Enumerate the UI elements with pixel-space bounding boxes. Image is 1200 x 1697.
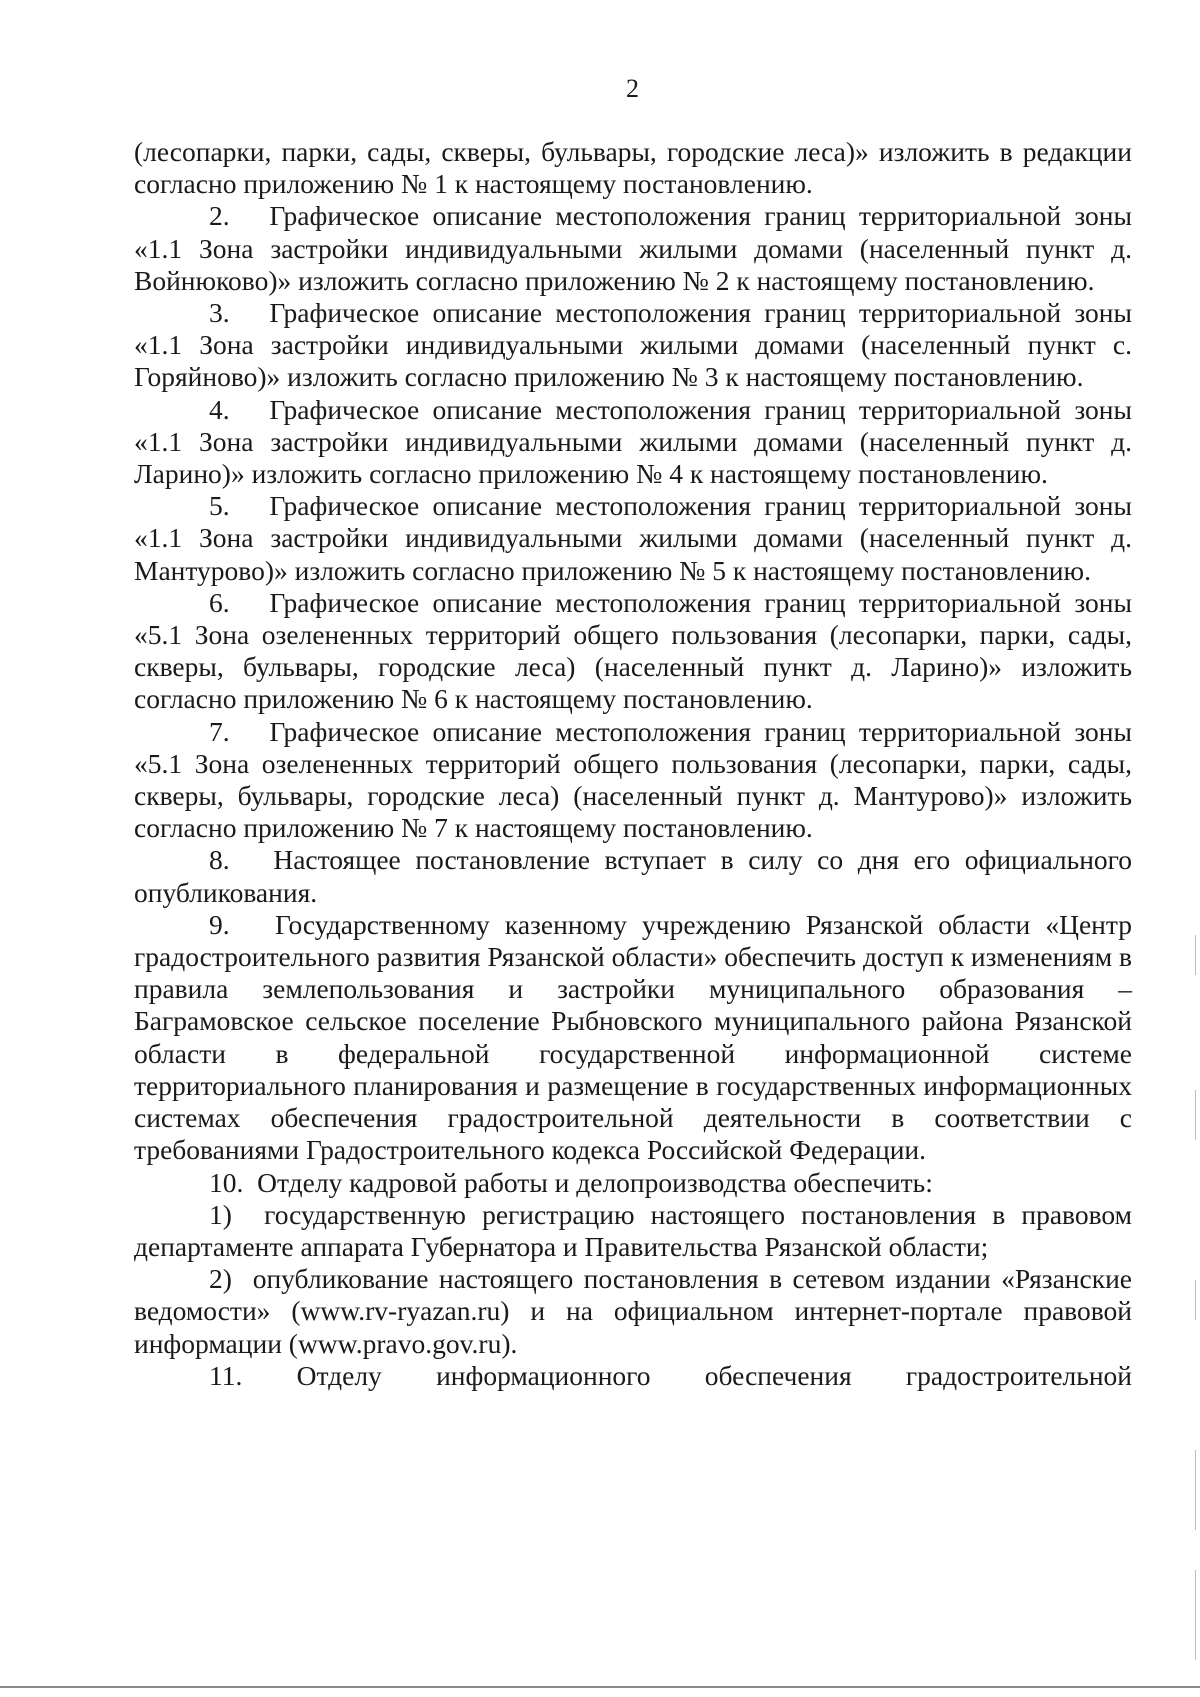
paragraph-subitem-2: 2) опубликование настоящего постановления в сетевом издании «Рязанские ведомости» (www.rv-ryazan.ru) и на официальном интернет-портале правовой информации (www.pravo.gov.ru). — [134, 1263, 1132, 1359]
scan-edge-mark — [1195, 1570, 1196, 1660]
paragraph-item-11: 11. Отделу информационного обеспечения градостроительной — [209, 1359, 1132, 1391]
paragraph-item-3: 3. Графическое описание местоположения границ территориальной зоны «1.1 Зона застройки индивидуальными жилыми домами (населенный пункт с. Горяйново)» изложить согласно приложению № 3 к настоящему постановлению. — [134, 297, 1132, 393]
paragraph-item-9: 9. Государственному казенному учреждению Рязанской области «Центр градостроительного развития Рязанской области» обеспечить доступ к изменениям в правила землепользования и застройки муниципального образования – Баграмовское сельское поселение Рыбновского муниципального района Рязанской области в федеральной государственной информационной системе территориального планирования и размещение в государственных информационных системах обеспечения градостроительной деятельности в соответствии с требованиями Градостроительного кодекса Российской Федерации. — [134, 908, 1132, 1166]
paragraph-item-6: 6. Графическое описание местоположения границ территориальной зоны «5.1 Зона озелененных территорий общего пользования (лесопарки, парки, сады, скверы, бульвары, городские леса) (населенный пункт д. Ларино)» изложить согласно приложению № 6 к настоящему постановлению. — [134, 586, 1132, 715]
scan-edge-mark — [1195, 1280, 1196, 1320]
scan-edge-mark — [1195, 1450, 1196, 1530]
paragraph-subitem-1: 1) государственную регистрацию настоящего постановления в правовом департаменте аппарата Губернатора и Правительства Рязанской области; — [134, 1198, 1132, 1262]
scan-edge-mark — [1195, 935, 1196, 975]
scan-bottom-edge — [0, 1686, 1200, 1688]
paragraph-item-4: 4. Графическое описание местоположения границ территориальной зоны «1.1 Зона застройки индивидуальными жилыми домами (населенный пункт д. Ларино)» изложить согласно приложению № 4 к настоящему постановлению. — [134, 393, 1132, 490]
paragraph-item-10: 10. Отделу кадровой работы и делопроизводства обеспечить: — [209, 1166, 933, 1198]
document-body — [134, 136, 1132, 1392]
scan-edge-mark — [1195, 1090, 1196, 1140]
paragraph-item-5: 5. Графическое описание местоположения границ территориальной зоны «1.1 Зона застройки индивидуальными жилыми домами (населенный пункт д. Мантурово)» изложить согласно приложению № 5 к настоящему постановлению. — [134, 490, 1132, 586]
paragraph-continuation: (лесопарки, парки, сады, скверы, бульвары, городские леса)» изложить в редакции согласно приложению № 1 к настоящему постановлению. — [134, 136, 1132, 200]
paragraph-item-2: 2. Графическое описание местоположения границ территориальной зоны «1.1 Зона застройки индивидуальными жилыми домами (населенный пункт д. Войнюково)» изложить согласно приложению № 2 к настоящему постановлению. — [134, 200, 1132, 296]
paragraph-item-8: 8. Настоящее постановление вступает в силу со дня его официального опубликования. — [134, 844, 1132, 908]
page-number: 2 — [626, 74, 639, 103]
paragraph-item-7: 7. Графическое описание местоположения границ территориальной зоны «5.1 Зона озелененных территорий общего пользования (лесопарки, парки, сады, скверы, бульвары, городские леса) (населенный пункт д. Мантурово)» изложить согласно приложению № 7 к настоящему постановлению. — [134, 715, 1132, 844]
